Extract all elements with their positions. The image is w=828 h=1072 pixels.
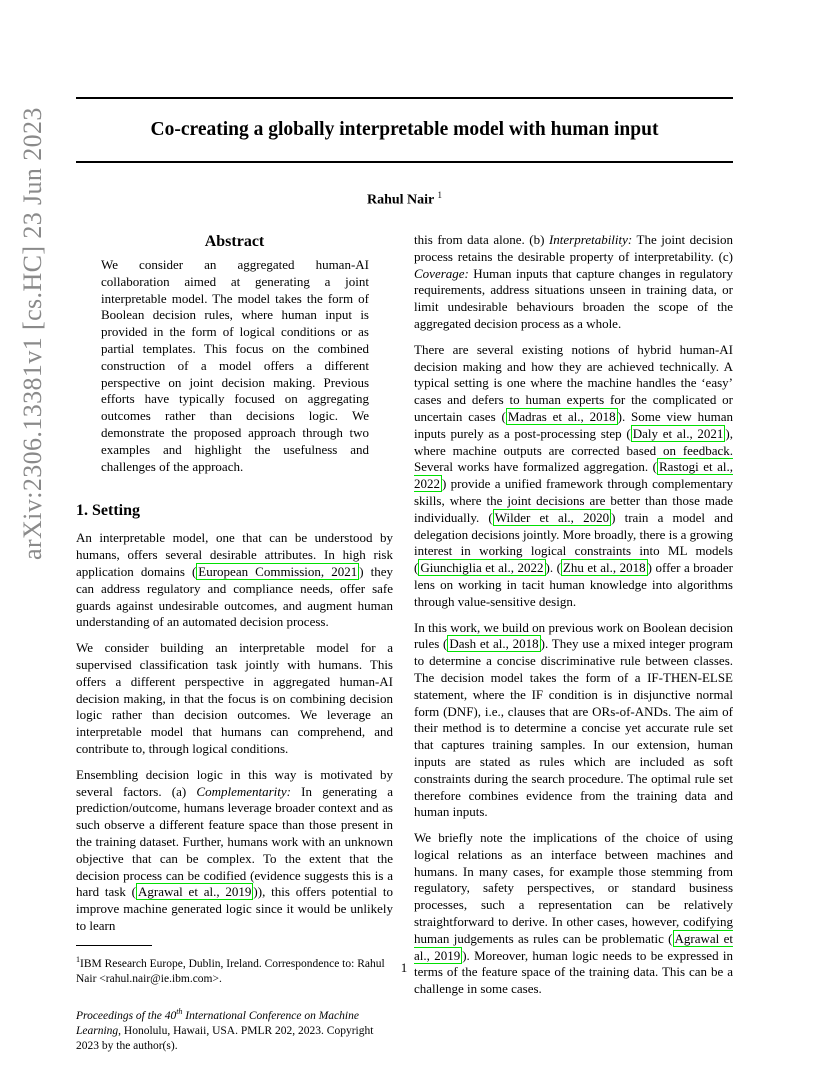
text-run: ). Moreover, human logic needs to be expressed in terms of the feature space of the training data. This can be a challenge in some cases.	[414, 947, 733, 997]
text-run: The joint decision process retains the desirable property of interpretability. (c)	[414, 232, 734, 264]
arxiv-identifier[interactable]: arXiv:2306.13381v1 [cs.HC] 23 Jun 2023	[18, 107, 47, 560]
text-run: Ensembling decision logic in this way is motivated by several factors. (a)	[76, 766, 393, 799]
right-paragraph-1	[414, 232, 733, 333]
citation-link[interactable]: Madras et al., 2018	[507, 408, 616, 424]
text-run: There are several existing notions of hybrid human-AI decision making and how they are achieved technically. A typical setting is one where the machine handles the ‘easy’ cases and defers to human experts for the complicated or uncertain cases (	[414, 341, 733, 424]
text-run: 40	[164, 1010, 177, 1023]
text-run: Proceedings of the	[76, 1010, 165, 1023]
author-affiliation-mark: 1	[437, 190, 443, 200]
right-paragraph-4	[414, 830, 733, 998]
right-column	[414, 232, 733, 1007]
text-run: ) offer a broader lens on working in tacit human knowledge into algorithms through value-sensitive design.	[414, 560, 733, 609]
proceedings-note	[76, 1005, 393, 1055]
right-paragraph-3	[414, 620, 733, 822]
footnote-mark: 1	[76, 954, 80, 964]
footnote	[76, 952, 393, 987]
title-rule-top	[76, 97, 733, 99]
text-run: ) train a model and delegation decisions jointly. More broadly, there is a growing interest in working logical constraints into ML models (	[414, 509, 733, 576]
text-run: ), where machine outputs are corrected based on feedback. Several works have formalized aggregation. (	[414, 425, 733, 475]
citation-link[interactable]: Agrawal et al., 2019	[137, 884, 252, 900]
citation-link[interactable]: European Commission, 2021	[198, 563, 358, 579]
title-rule-bottom	[76, 161, 733, 163]
citation-link[interactable]: Daly et al., 2021	[632, 425, 724, 441]
author-name: Rahul Nair	[366, 192, 435, 208]
citation-link[interactable]: Wilder et al., 2020	[494, 509, 610, 525]
text-run: ). They use a mixed integer program to determine a concise discriminative rule between classes. The decision model takes the form of a IF-THEN-ELSE statement, where the IF condition is in disjunctive normal form (DNF), i.e., clauses that are ORs-of-ANDs. The aim of their method is to determine a concise yet accurate rule set that captures training samples. In our extension, human inputs are stated as rules which are included as soft constraints during the search procedure. The optimal rule set therefore combines evidence from the training data and human inputs.	[414, 636, 734, 820]
text-run: )), this offers potential to improve machine generated logic since it would be unlikely to learn	[76, 884, 394, 933]
text-run: this from data alone. (b)	[414, 232, 549, 247]
section-paragraph-2: We consider building an interpretable model for a supervised classification task jointly with humans. This offers a different perspective in aggregated human-AI decision making, in that the focus is on combining decision logic rather than decision outcomes. We leverage an interpretable model that humans can comprehend, and contribute to, through logical conditions.	[76, 640, 393, 756]
section-heading: 1. Setting	[76, 502, 140, 520]
section-paragraph-1	[76, 530, 393, 631]
abstract-heading: Abstract	[204, 233, 265, 250]
section-paragraph-3	[76, 767, 393, 935]
citation-link[interactable]: Giunchiglia et al., 2022	[420, 560, 544, 576]
author-line	[76, 190, 733, 209]
paper-title: Co-creating a globally interpretable model with human input	[150, 119, 659, 140]
text-run: ) they can address regulatory and compliance needs, offer safe guards against undesirable outcomes, and augment human understanding of an automated decision process.	[76, 563, 393, 630]
text-run: Human inputs that capture changes in regulatory requirements, address situations unseen in training data, or limit undesirable behaviours broaden the scope of the aggregated decision process as a whole.	[414, 265, 733, 331]
ordinal-suffix: th	[176, 1007, 183, 1017]
citation-link[interactable]: Dash et al., 2018	[449, 636, 539, 652]
abstract-body: We consider an aggregated human-AI collaboration aimed at generating a joint interpretable model. The model takes the form of Boolean decision rules, where human input is provided in the form of logical conditions or as partial templates. This focus on the combined construction of a model offers a different perspective on joint decision making. Previous efforts have typically focused on aggregating outcomes rather than decisions logic. We demonstrate the proposed approach through two examples and highlight the usefulness and challenges of the approach.	[101, 257, 369, 474]
citation-link[interactable]: Rastogi et al., 2022	[414, 459, 733, 492]
text-run: In this work, we build on previous work on Boolean decision rules (	[414, 619, 733, 652]
footnote-rule	[76, 945, 152, 946]
left-column	[76, 232, 393, 1054]
text-run: ). Some view human inputs purely as a post-processing step (	[414, 408, 733, 441]
emphasis-interpretability: Interpretability:	[548, 232, 633, 247]
emphasis-coverage: Coverage:	[414, 265, 469, 281]
emphasis-complementarity: Complementarity:	[196, 783, 291, 799]
footnote-text: IBM Research Europe, Dublin, Ireland. Correspondence to: Rahul Nair <rahul.nair@ie.ibm.com>.	[76, 957, 385, 985]
text-run: ). (	[545, 560, 561, 576]
citation-link[interactable]: Agrawal et al., 2019	[414, 930, 733, 963]
text-run: An interpretable model, one that can be understood by humans, offers several desirable attributes. In high risk application domains (	[76, 530, 393, 579]
citation-link[interactable]: Zhu et al., 2018	[562, 560, 646, 576]
right-paragraph-2	[414, 342, 733, 611]
text-run: We briefly note the implications of the choice of using logical relations as an interface between machines and humans. In many cases, for example those stemming from regulatory, safety perspectives, or standard business processes, such a representation can be relatively straightforward to derive. In other cases, however, codifying human judgements as rules can be problematic (	[414, 830, 733, 946]
text-run: , Honolulu, Hawaii, USA. PMLR 202, 2023. Copyright 2023 by the author(s).	[76, 1025, 374, 1053]
text-run: ) provide a unified framework through complementary skills, where the joint decisions are better than those made individually. (	[414, 476, 733, 525]
page-number: 1	[400, 960, 408, 975]
text-run: International Conference on Machine Learning	[76, 1010, 359, 1038]
text-run: In generating a prediction/outcome, humans leverage broader context and as such observe a different feature space than those present in the training dataset. Further, humans work with an unknown objective that can be complex. To the extent that the decision process can be codified (evidence suggests this is a hard task (	[76, 783, 394, 900]
